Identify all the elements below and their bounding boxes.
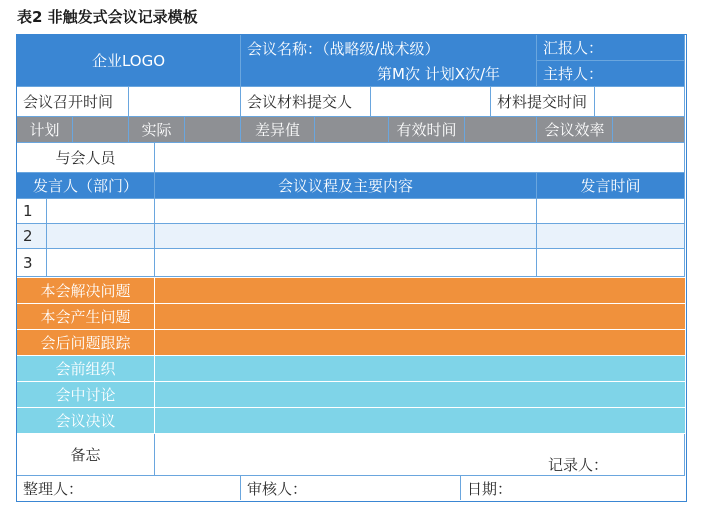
- table-row: [17, 249, 47, 277]
- resolved-issues-value[interactable]: [155, 278, 685, 304]
- remarks-value[interactable]: [155, 434, 685, 476]
- reporter-cell[interactable]: [537, 35, 685, 61]
- speak-time-header: [537, 173, 685, 199]
- speaker-header: [17, 173, 155, 199]
- material-time-value[interactable]: [595, 87, 685, 117]
- session-label: 第M次 计划X次/年: [377, 65, 501, 83]
- efficiency-value[interactable]: [613, 117, 685, 143]
- new-issues-value[interactable]: [155, 304, 685, 330]
- logo-placeholder: 企业LOGO: [91, 52, 166, 70]
- speaker-cell[interactable]: [47, 199, 155, 224]
- organizer-cell[interactable]: [17, 476, 241, 500]
- speaker-cell[interactable]: [47, 249, 155, 277]
- host-cell[interactable]: [537, 61, 685, 87]
- date-label: 日期：: [467, 479, 513, 498]
- speak-time-cell[interactable]: [537, 249, 685, 277]
- date-cell[interactable]: [461, 476, 685, 500]
- variance-label: 差异值: [254, 121, 300, 139]
- meeting-name-cell[interactable]: [241, 35, 537, 87]
- attendees-label: 与会人员: [55, 149, 116, 167]
- content-header-label: 会议议程及主要内容: [277, 177, 413, 195]
- resolved-issues-label: 本会解决问题: [40, 282, 131, 300]
- pre-meeting-value[interactable]: [155, 356, 685, 382]
- material-submitter-label: 会议材料提交人: [247, 93, 353, 111]
- table-row: [17, 224, 47, 249]
- table-row: [17, 199, 47, 224]
- meeting-time-label-cell: [17, 87, 129, 117]
- attendees-value[interactable]: [155, 143, 685, 173]
- speak-time-header-label: 发言时间: [580, 177, 641, 195]
- row-number: 3: [23, 253, 33, 272]
- material-time-label-cell: [491, 87, 595, 117]
- speak-time-cell[interactable]: [537, 199, 685, 224]
- effective-time-label: 有效时间: [396, 121, 457, 139]
- attendees-label-cell: [17, 143, 155, 173]
- actual-label-cell: [129, 117, 185, 143]
- discussion-label-cell: [17, 382, 155, 408]
- row-number: 1: [23, 202, 33, 220]
- resolved-issues-label-cell: [17, 278, 155, 304]
- host-label: 主持人：: [543, 65, 604, 83]
- meeting-name-label: 会议名称：（战略级/战术级）: [247, 40, 440, 58]
- resolution-value[interactable]: [155, 408, 685, 434]
- content-cell[interactable]: [155, 199, 537, 224]
- content-cell[interactable]: [155, 249, 537, 277]
- meeting-time-label: 会议召开时间: [23, 93, 114, 111]
- new-issues-label: 本会产生问题: [40, 308, 131, 326]
- meeting-record-table: [16, 34, 687, 502]
- plan-value[interactable]: [73, 117, 129, 143]
- content-header: [155, 173, 537, 199]
- resolution-label: 会议决议: [55, 412, 116, 430]
- efficiency-label-cell: [537, 117, 613, 143]
- reviewer-cell[interactable]: [241, 476, 461, 500]
- plan-label: 计划: [29, 121, 60, 139]
- table-title: 表2 非触发式会议记录模板: [17, 8, 198, 26]
- actual-value[interactable]: [185, 117, 241, 143]
- effective-time-value[interactable]: [465, 117, 537, 143]
- speak-time-cell[interactable]: [537, 224, 685, 249]
- content-cell[interactable]: [155, 224, 537, 249]
- remarks-label: 备忘: [70, 446, 101, 464]
- reviewer-label: 审核人：: [247, 479, 308, 498]
- effective-time-label-cell: [389, 117, 465, 143]
- actual-label: 实际: [141, 121, 172, 139]
- resolution-label-cell: [17, 408, 155, 434]
- pre-meeting-label-cell: [17, 356, 155, 382]
- pre-meeting-label: 会前组织: [55, 360, 116, 378]
- material-submitter-value[interactable]: [371, 87, 491, 117]
- speaker-header-label: 发言人（部门）: [32, 177, 138, 195]
- row-number: 2: [23, 227, 33, 245]
- recorder-label: 记录人：: [548, 456, 609, 474]
- plan-label-cell: [17, 117, 73, 143]
- organizer-label: 整理人：: [23, 479, 84, 498]
- followup-label-cell: [17, 330, 155, 356]
- material-time-label: 材料提交时间: [497, 93, 588, 111]
- logo-cell: [17, 35, 241, 87]
- speaker-cell[interactable]: [47, 224, 155, 249]
- reporter-label: 汇报人：: [543, 39, 604, 57]
- new-issues-label-cell: [17, 304, 155, 330]
- discussion-value[interactable]: [155, 382, 685, 408]
- material-submitter-label-cell: [241, 87, 371, 117]
- meeting-time-value[interactable]: [129, 87, 241, 117]
- discussion-label: 会中讨论: [55, 386, 116, 404]
- efficiency-label: 会议效率: [544, 121, 605, 139]
- remarks-label-cell: [17, 434, 155, 476]
- followup-label: 会后问题跟踪: [40, 334, 131, 352]
- variance-label-cell: [241, 117, 315, 143]
- followup-value[interactable]: [155, 330, 685, 356]
- variance-value[interactable]: [315, 117, 389, 143]
